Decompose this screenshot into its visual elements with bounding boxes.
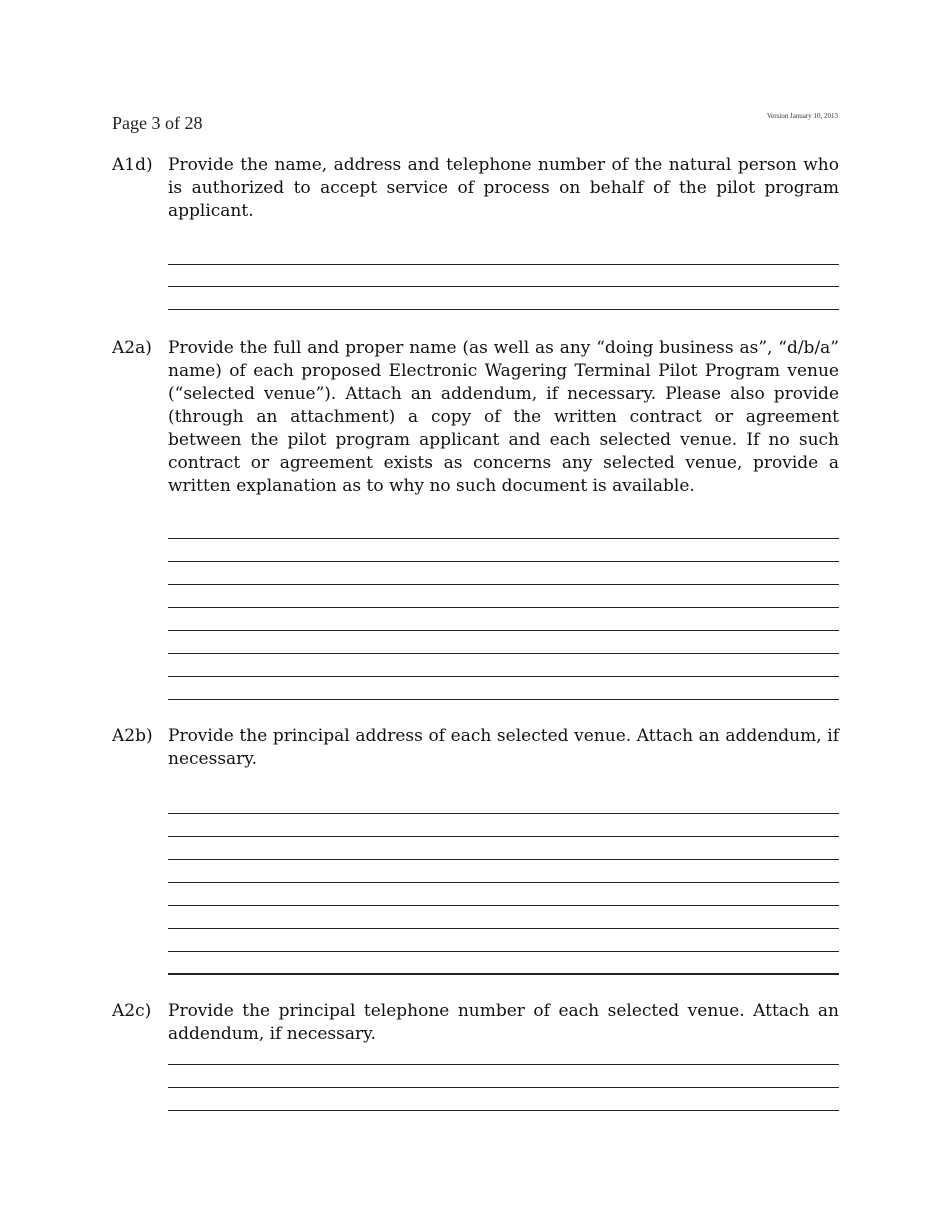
question-label: A2c) — [112, 1001, 152, 1021]
question-text: Provide the principal telephone number of each selected venue. Attach an addendum, if necessary. — [168, 1001, 839, 1044]
question-label: A2b) — [112, 726, 153, 746]
question-text: Provide the principal address of each selected venue. Attach an addendum, if necessary. — [168, 726, 839, 769]
answer-line[interactable] — [168, 859, 839, 860]
question-label: A2a) — [112, 338, 152, 358]
page-number: Page 3 of 28 — [112, 113, 203, 133]
question-label: A1d) — [112, 155, 153, 175]
answer-line[interactable] — [168, 1110, 839, 1111]
answer-line[interactable] — [168, 973, 839, 975]
answer-line[interactable] — [168, 905, 839, 906]
version-note: Version January 10, 2013 — [766, 112, 838, 120]
answer-line[interactable] — [168, 561, 839, 562]
question-text: Provide the full and proper name (as well as any “doing business as”, “d/b/a” name) of each proposed Electronic Wagering Terminal Pilot Program venue (“selected venue”). Attach an addendum, if necessary. Please also provide (through an attachment) a copy of the written contract or agreement between the pilot program applicant and each selected venue. If no such contract or agreement exists as concerns any selected venue, provide a written explanation as to why no such document is available. — [168, 338, 839, 496]
answer-line[interactable] — [168, 607, 839, 608]
answer-line[interactable] — [168, 630, 839, 631]
answer-line[interactable] — [168, 264, 839, 265]
question-text: Provide the name, address and telephone number of the natural person who is authorized to accept service of process on behalf of the pilot program applicant. — [168, 155, 839, 221]
answer-line[interactable] — [168, 309, 839, 310]
answer-line[interactable] — [168, 1064, 839, 1065]
answer-line[interactable] — [168, 584, 839, 585]
answer-line[interactable] — [168, 928, 839, 929]
answer-line[interactable] — [168, 836, 839, 837]
answer-line[interactable] — [168, 1087, 839, 1088]
answer-line[interactable] — [168, 653, 839, 654]
answer-line[interactable] — [168, 286, 839, 287]
answer-line[interactable] — [168, 882, 839, 883]
answer-line[interactable] — [168, 951, 839, 952]
answer-line[interactable] — [168, 538, 839, 539]
answer-line[interactable] — [168, 676, 839, 677]
answer-line[interactable] — [168, 699, 839, 700]
answer-line[interactable] — [168, 813, 839, 814]
